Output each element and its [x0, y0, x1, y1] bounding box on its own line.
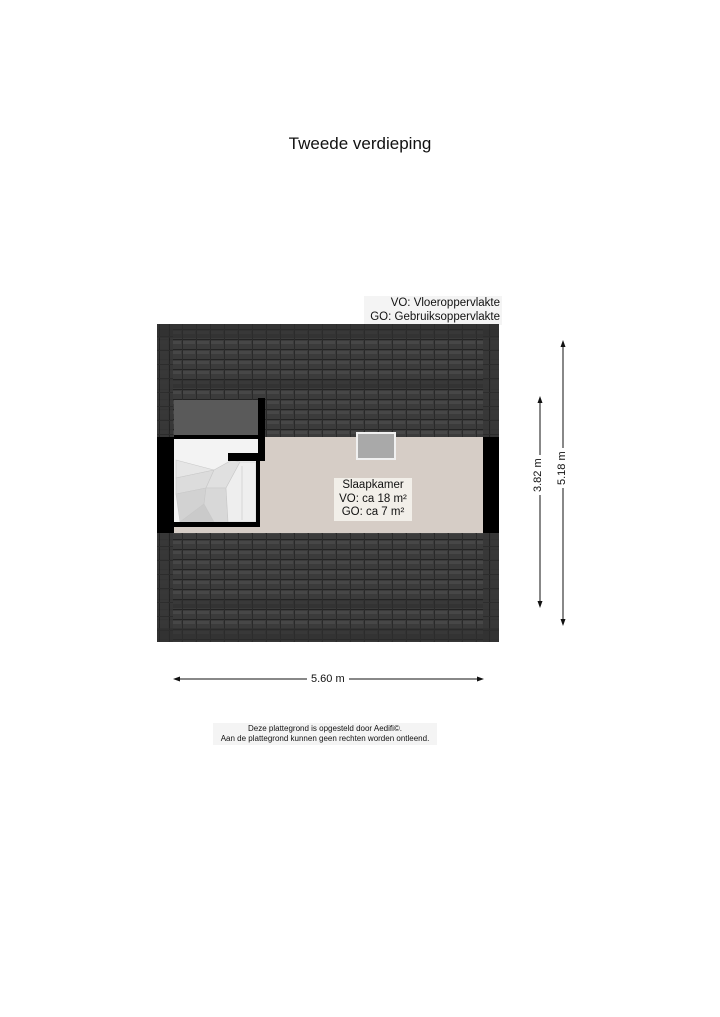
- skylight: [357, 433, 395, 459]
- roof-ridge-line: [173, 380, 483, 388]
- dimension-outer-depth-label: 5.18 m: [556, 448, 568, 488]
- dimension-inner-depth-label: 3.82 m: [532, 455, 544, 495]
- roof-bottom-band: [157, 628, 499, 642]
- roof-lower-line: [173, 600, 483, 608]
- disclaimer-line-2: Aan de plattegrond kunnen geen rechten worden ontleend.: [220, 734, 430, 743]
- disclaimer: [213, 723, 437, 745]
- room-label-slaapkamer: [334, 478, 412, 521]
- legend-vo: VO: Vloeroppervlakte: [390, 297, 500, 309]
- legend-go: GO: Gebruiksoppervlakte: [370, 310, 500, 323]
- room-name: Slaapkamer: [342, 479, 404, 491]
- roof-bottom: [157, 532, 499, 642]
- disclaimer-line-1: Deze plattegrond is opgesteld door Aedifi©.: [248, 724, 402, 733]
- roof-top-band: [157, 324, 499, 338]
- stair-void: [174, 400, 260, 438]
- staircase: [174, 439, 258, 525]
- room-vo: VO: ca 18 m²: [339, 492, 407, 505]
- dimension-width-label: 5.60 m: [307, 673, 349, 685]
- page-title: Tweede verdieping: [288, 134, 432, 153]
- dimension-inner-depth-line: [538, 396, 543, 608]
- room-go: GO: ca 7 m²: [341, 506, 405, 518]
